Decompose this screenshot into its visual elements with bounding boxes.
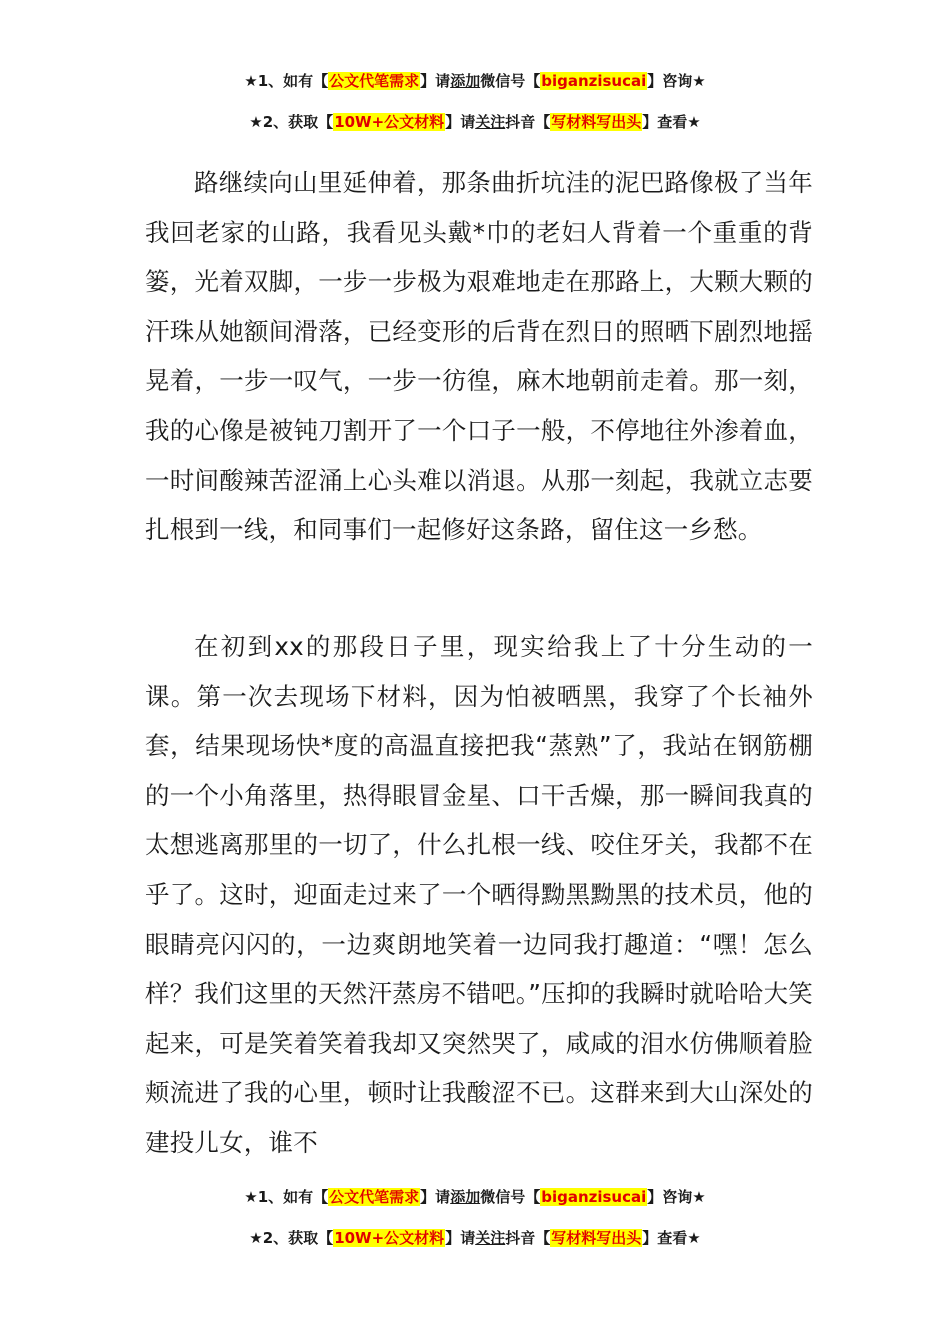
highlight-text: biganzisucai [541, 72, 647, 90]
star-icon: ★ [244, 72, 258, 90]
underlined-text: 添加 [450, 1188, 481, 1206]
footer-promo-line-1: ★1、如有【公文代笔需求】请添加微信号【biganzisucai】咨询★ [244, 1188, 706, 1206]
footer-promo-line-2: ★2、获取【10W+公文材料】请关注抖音【写材料写出头】查看★ [249, 1229, 701, 1247]
underlined-text: 添加 [450, 72, 481, 90]
body-paragraph-2: 在初到xx的那段日子里，现实给我上了十分生动的一课。第一次去现场下材料，因为怕被晒黑，我穿了个长袖外套，结果现场快*度的高温直接把我“蒸熟”了，我站在钢筋棚的一个小角落里，热得眼冒金星、口干舌燥，那一瞬间我真的太想逃离那里的一切了，什么扎根一线、咬住牙关，我都不在乎了。这时，迎面走过来了一个晒得黝黑黝黑的技术员，他的眼睛亮闪闪的，一边爽朗地笑着一边同我打趣道：“嘿！怎么样？我们这里的天然汗蒸房不错吧。”压抑的我瞬时就哈哈大笑起来，可是笑着笑着我却又突然哭了，咸咸的泪水仿佛顺着脸颊流进了我的心里，顿时让我酸涩不已。这群来到大山深处的建投儿女，谁不 [145, 632, 813, 1157]
star-icon: ★ [249, 1229, 263, 1247]
highlight-text: 写材料写出头 [551, 1229, 642, 1247]
underlined-text: 关注 [475, 1229, 506, 1247]
header-promo-line-2: ★2、获取【10W+公文材料】请关注抖音【写材料写出头】查看★ [249, 113, 701, 131]
highlight-text: 公文代笔需求 [329, 72, 420, 90]
header-promo-line-1: ★1、如有【公文代笔需求】请添加微信号【biganzisucai】咨询★ [244, 72, 706, 90]
highlight-text: 10W+公文材料 [334, 1229, 445, 1247]
highlight-text: 写材料写出头 [551, 113, 642, 131]
underlined-text: 关注 [475, 113, 506, 131]
body-paragraph-1: 路继续向山里延伸着，那条曲折坑洼的泥巴路像极了当年我回老家的山路，我看见头戴*巾的老妇人背着一个重重的背篓，光着双脚，一步一步极为艰难地走在那路上，大颗大颗的汗珠从她额间滑落，已经变形的后背在烈日的照晒下剧烈地摇晃着，一步一叹气，一步一彷徨，麻木地朝前走着。那一刻，我的心像是被钝刀割开了一个口子一般，不停地往外渗着血，一时间酸辣苦涩涌上心头难以消退。从那一刻起，我就立志要扎根到一线，和同事们一起修好这条路，留住这一乡愁。 [145, 168, 813, 545]
highlight-text: 10W+公文材料 [334, 113, 445, 131]
star-icon: ★ [244, 1188, 258, 1206]
highlight-text: 公文代笔需求 [329, 1188, 420, 1206]
star-icon: ★ [249, 113, 263, 131]
highlight-text: biganzisucai [541, 1188, 647, 1206]
